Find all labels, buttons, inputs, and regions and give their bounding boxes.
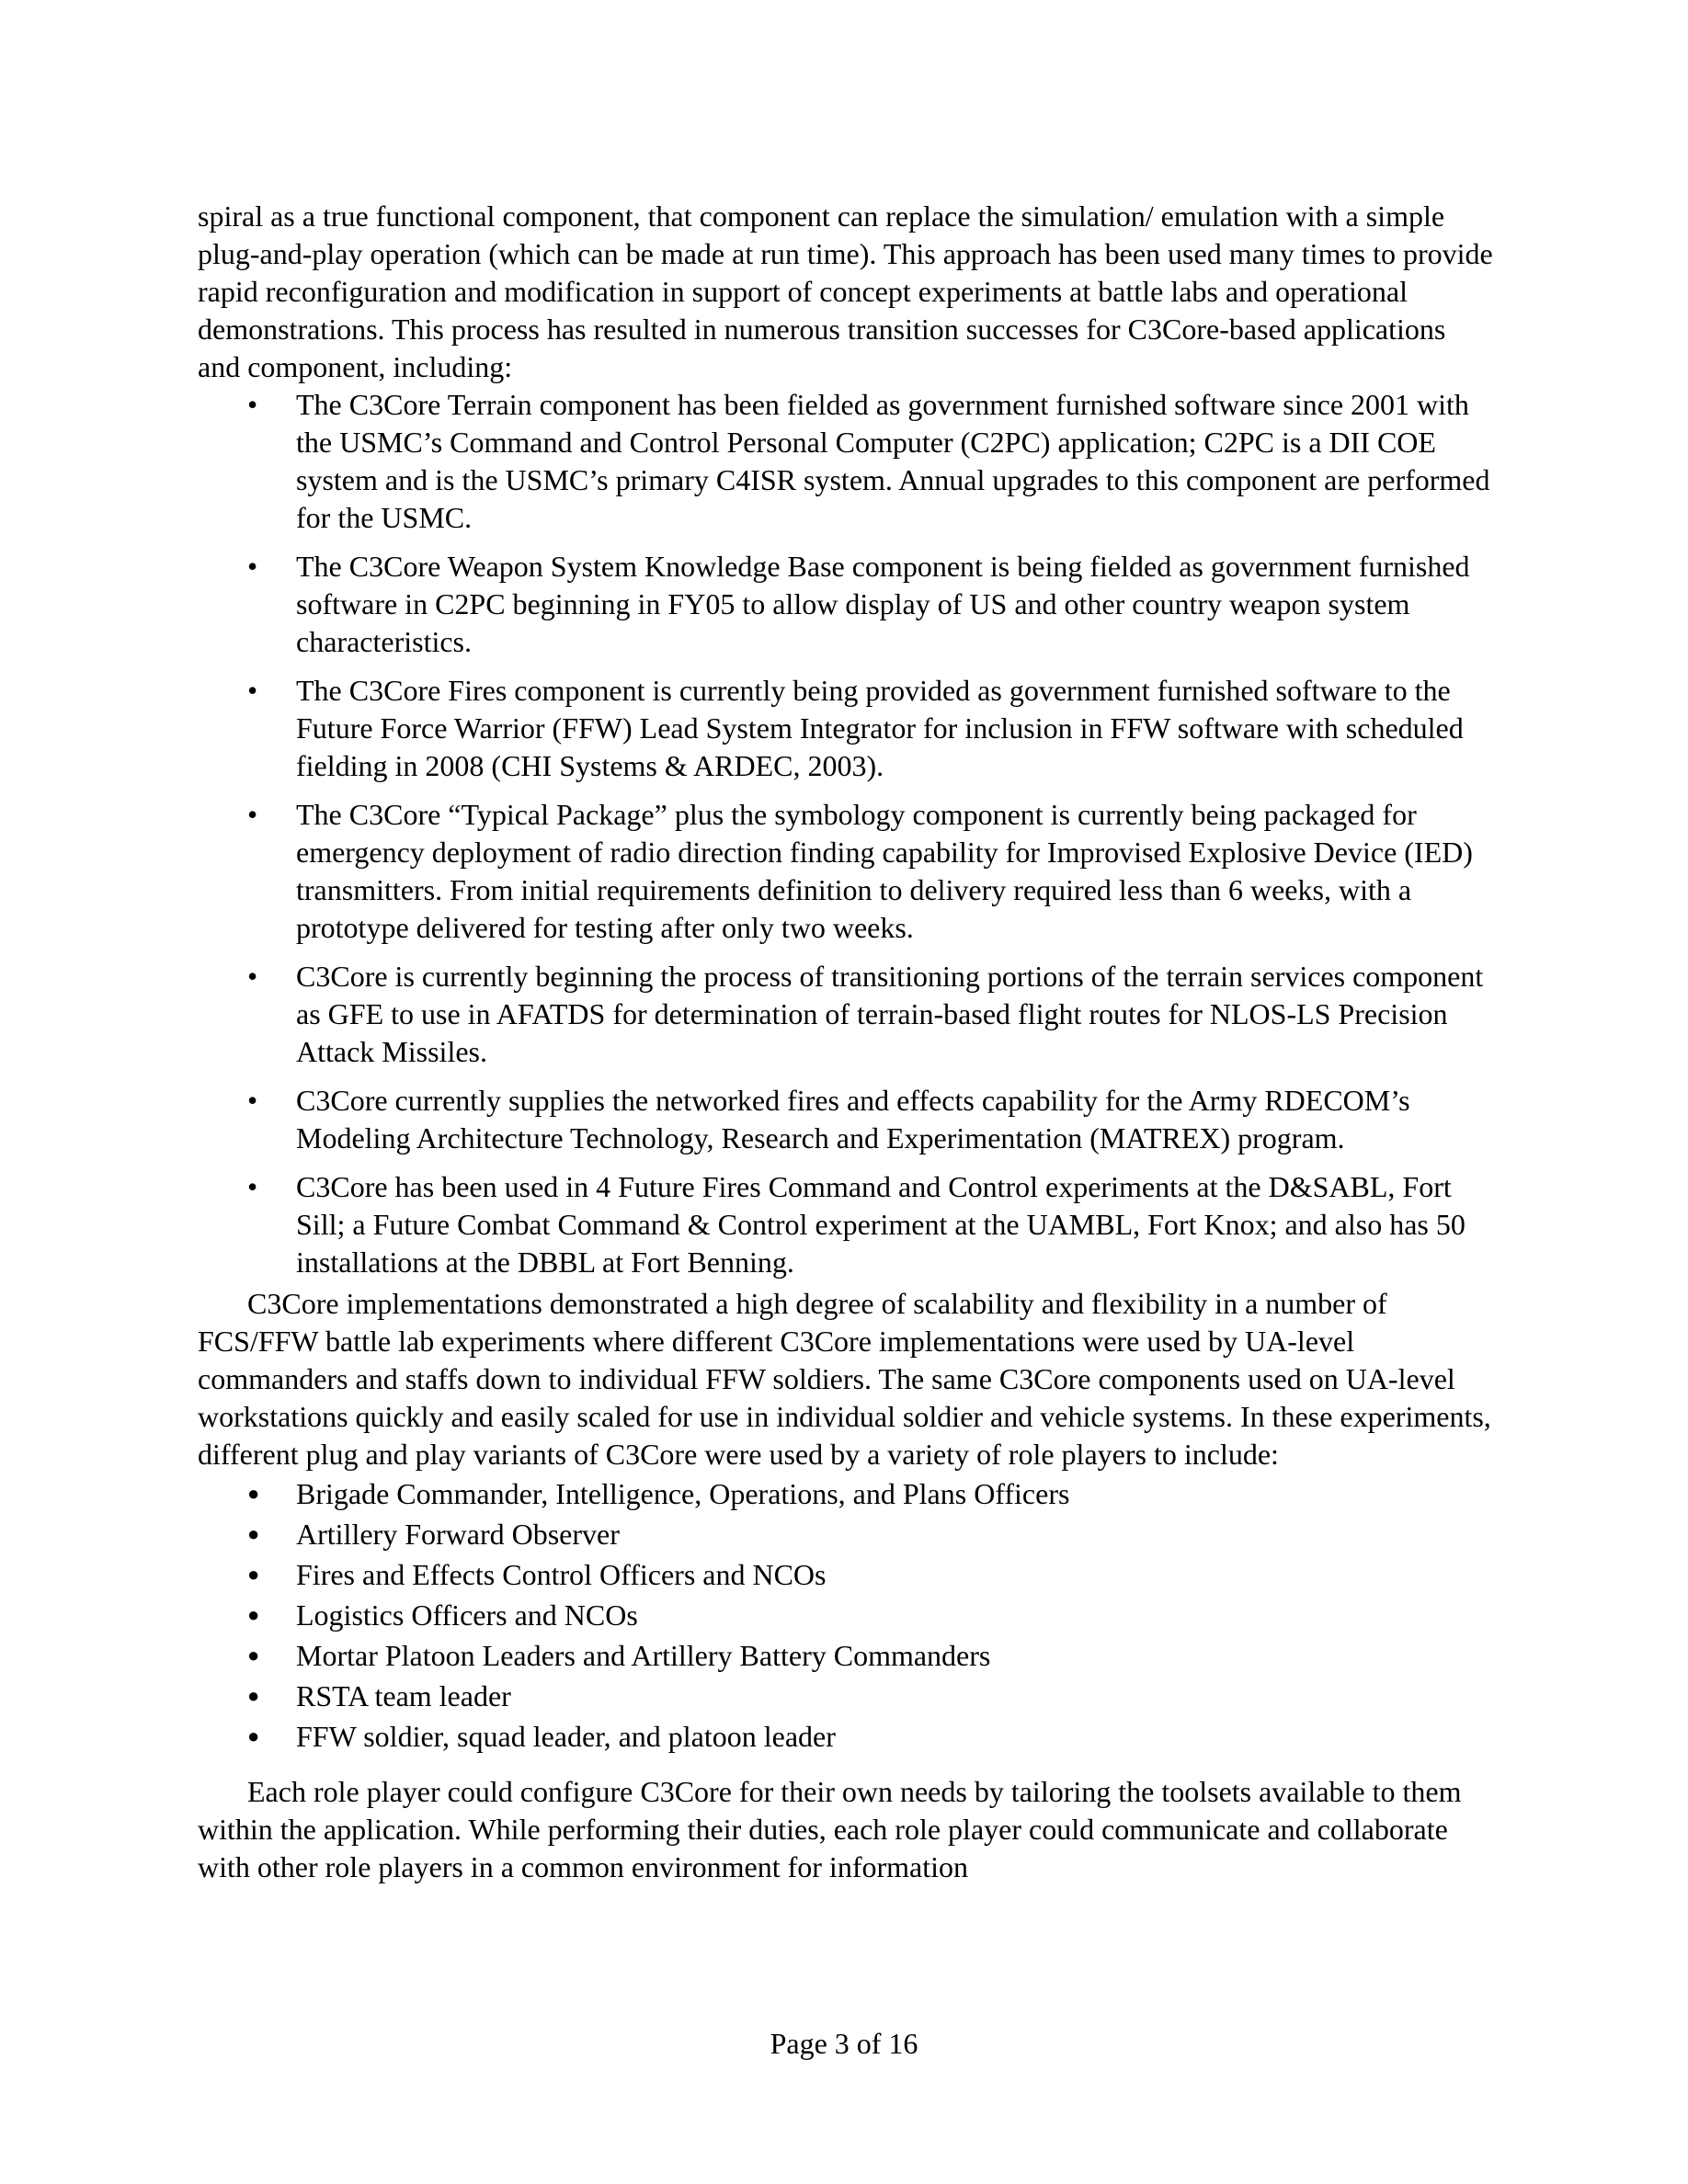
page-body — [198, 198, 1494, 1886]
role-players-list — [198, 1473, 1494, 1757]
list-item: ● Artillery Forward Observer — [198, 1514, 1494, 1554]
scalability-paragraph: C3Core implementations demonstrated a high degree of scalability and flexibility in a number of FCS/FFW battle lab experiments where different C3Core implementations were used by UA-level commanders and staffs down to individual FFW soldiers. The same C3Core components used on UA-level workstations quickly and easily scaled for use in individual soldier and vehicle systems. In these experiments, different plug and play variants of C3Core were used by a variety of role players to include: — [198, 1287, 1491, 1471]
page-number-footer: Page 3 of 16 — [770, 2027, 918, 2060]
transition-successes-list — [198, 386, 1494, 1281]
list-item: ● FFW soldier, squad leader, and platoon leader — [198, 1716, 1494, 1757]
list-item: • C3Core has been used in 4 Future Fires Command and Control experiments at the D&SABL, Fort Sill; a Future Combat Command & Control experiment at the UAMBL, Fort Knox; and also has 50 installations at the DBBL at Fort Benning. — [198, 1168, 1494, 1281]
list-item: • The C3Core Terrain component has been fielded as government furnished software since 2001 with the USMC’s Command and Control Personal Computer (C2PC) application; C2PC is a DII COE system and is the USMC’s primary C4ISR system. Annual upgrades to this component are performed for the USMC. — [198, 386, 1494, 537]
closing-paragraph: Each role player could configure C3Core for their own needs by tailoring the toolsets available to them within the application. While performing their duties, each role player could communicate and collaborate with other role players in a common environment for information — [198, 1775, 1462, 1883]
list-item: • C3Core currently supplies the networked fires and effects capability for the Army RDECOM’s Modeling Architecture Technology, Research and Experimentation (MATREX) program. — [198, 1082, 1494, 1157]
list-item: ● Brigade Commander, Intelligence, Operations, and Plans Officers — [198, 1473, 1494, 1514]
list-item: ● Fires and Effects Control Officers and NCOs — [198, 1554, 1494, 1595]
list-item: • The C3Core Weapon System Knowledge Base component is being fielded as government furnished software in C2PC beginning in FY05 to allow display of US and other country weapon system characteristics. — [198, 548, 1494, 661]
list-item: ● Logistics Officers and NCOs — [198, 1595, 1494, 1635]
list-item: ● RSTA team leader — [198, 1676, 1494, 1716]
spacer — [198, 1757, 1494, 1773]
list-item: • The C3Core “Typical Package” plus the symbology component is currently being packaged for emergency deployment of radio direction finding capability for Improvised Explosive Device (IED) transmitters. From initial requirements definition to delivery required less than 6 weeks, with a prototype delivered for testing after only two weeks. — [198, 796, 1494, 947]
intro-paragraph: spiral as a true functional component, that component can replace the simulation/ emulation with a simple plug-and-play operation (which can be made at run time). This approach has been used many times to provide rapid reconfiguration and modification in support of concept experiments at battle labs and operational demonstrations. This process has resulted in numerous transition successes for C3Core-based applications and component, including: — [198, 199, 1493, 383]
list-item: ● Mortar Platoon Leaders and Artillery Battery Commanders — [198, 1635, 1494, 1676]
list-item: • The C3Core Fires component is currently being provided as government furnished software to the Future Force Warrior (FFW) Lead System Integrator for inclusion in FFW software with scheduled fielding in 2008 (CHI Systems & ARDEC, 2003). — [198, 672, 1494, 785]
list-item: • C3Core is currently beginning the process of transitioning portions of the terrain services component as GFE to use in AFATDS for determination of terrain-based flight routes for NLOS-LS Precision Attack Missiles. — [198, 958, 1494, 1071]
